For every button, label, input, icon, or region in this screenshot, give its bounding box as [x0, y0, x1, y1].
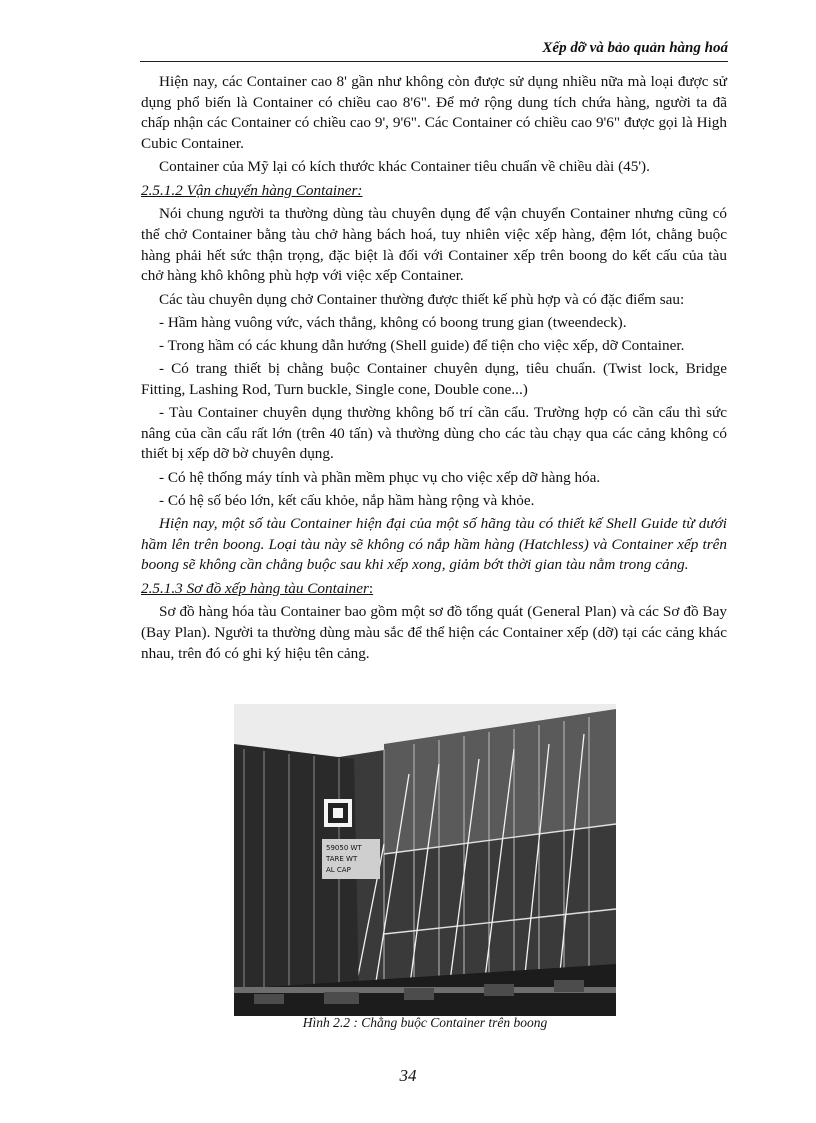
bullet-computer: - Có hệ thống máy tính và phần mềm phục vụ cho việc xếp dỡ hàng hóa. — [159, 468, 601, 486]
container-label-line-3: AL CAP — [326, 866, 351, 874]
paragraph-stowage-plan: Sơ đồ hàng hóa tàu Container bao gồm một sơ đồ tổng quát (General Plan) và các Sơ đồ Bay (Bay Plan). Người ta thường dùng màu sắc để thể hiện các Container xếp (dỡ) tại các cảng khác nhau, trên đó có ghi ký hiệu tên cảng. — [141, 603, 727, 662]
bullet-lashing-equipment: - Có trang thiết bị chằng buộc Container chuyên dụng, tiêu chuẩn. (Twist lock, Bridge Fitting, Lashing Rod, Turn buckle, Single cone, Double cone...) — [141, 360, 727, 398]
container-label-line-2: TARE WT — [326, 855, 358, 863]
section-heading-2-5-1-3 — [141, 579, 727, 600]
figure-container-lashing-photo — [234, 704, 616, 1016]
page-body — [141, 72, 727, 667]
running-header — [140, 40, 728, 64]
section-heading-colon: : — [368, 579, 374, 597]
bullet-shell-guide: - Trong hầm có các khung dẫn hướng (Shell guide) để tiện cho việc xếp, dỡ Container. — [159, 336, 685, 354]
figure-caption: Hình 2.2 : Chằng buộc Container trên boong — [302, 1015, 548, 1030]
paragraph-us-container: Container của Mỹ lại có kích thước khác Container tiêu chuẩn về chiều dài (45'). — [159, 158, 650, 176]
paragraph-transport: Nói chung người ta thường dùng tàu chuyên dụng để vận chuyển Container nhưng cũng có thể chở Container bằng tàu chở hàng bách hoá, tuy nhiên việc xếp hàng, đệm lót, chằng buộc hàng phải hết sức thận trọng, đặc biệt là đối với Container xếp trên boong do kết cấu của tàu chở hàng khô không phù hợp với việc xếp Container. — [141, 205, 727, 285]
bullet-cranes: - Tàu Container chuyên dụng thường không bố trí cần cẩu. Trường hợp có cần cẩu thì sức nâng của cần cẩu rất lớn (trên 40 tấn) và thường dùng cho các tàu chạy qua các cảng không có thiết bị xếp dỡ bờ chuyên dụng. — [141, 404, 727, 463]
container-photo — [234, 704, 616, 1016]
bullet-structure: - Có hệ số béo lớn, kết cấu khỏe, nắp hầm hàng rộng và khỏe. — [159, 491, 535, 509]
paragraph-container-height: Hiện nay, các Container cao 8' gần như không còn được sử dụng nhiều nữa mà loại được sử dụng phổ biến là Container có chiều cao 8'6". Để mở rộng dung tích chứa hàng, người ta đã chấp nhận các Container có chiều cao 9', 9'6". Các Container có chiều cao 9'6" được gọi là High Cubic Container. — [141, 73, 727, 153]
bullet-hold: - Hầm hàng vuông vức, vách thẳng, không có boong trung gian (tweendeck). — [159, 313, 627, 331]
running-header-title: Xếp dỡ và bảo quản hàng hoá — [542, 40, 728, 56]
paragraph-ship-features-intro: Các tàu chuyên dụng chở Container thường được thiết kế phù hợp và có đặc điểm sau: — [159, 290, 685, 308]
section-heading-2-5-1-2: 2.5.1.2 Vận chuyển hàng Container: — [141, 181, 363, 199]
paragraph-hatchless: Hiện nay, một số tàu Container hiện đại của một số hãng tàu có thiết kế Shell Guide từ dưới hầm lên trên boong. Loại tàu này sẽ không có nắp hầm hàng (Hatchless) và Container xếp trên boong sẽ không cần chằng buộc sau khi xếp xong, giảm bớt thời gian tàu nằm trong cảng. — [141, 515, 727, 574]
page-number: 34 — [399, 1066, 417, 1085]
container-label-line-1: 59050 WT — [326, 844, 362, 852]
header-rule — [140, 61, 728, 62]
section-heading-2-5-1-3-text: 2.5.1.3 Sơ đồ xếp hàng tàu Container — [141, 579, 369, 597]
